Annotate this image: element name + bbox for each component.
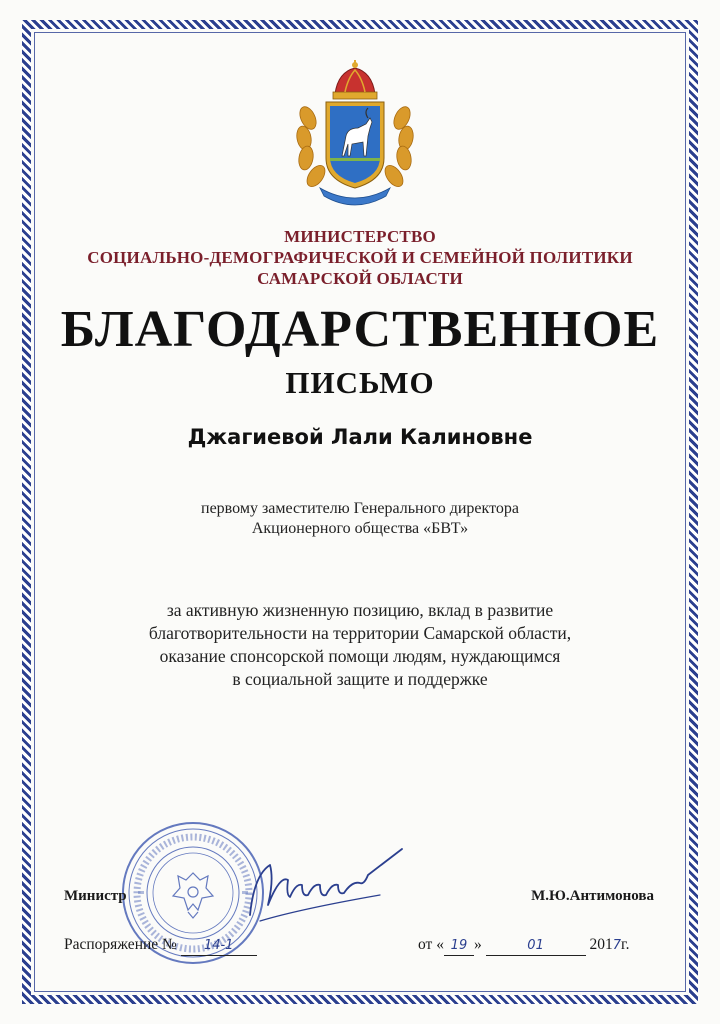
order-date <box>418 936 629 956</box>
signatory-role: Министр <box>64 888 127 904</box>
date-suffix: г. <box>620 936 630 953</box>
recipient-name: Джагиевой Лали Калиновне <box>187 425 533 449</box>
date-mid: » <box>473 936 482 953</box>
date-day: 19 <box>444 938 474 956</box>
document-subtitle: ПИСЬМО <box>285 365 435 400</box>
reason-line-1: за активную жизненную позицию, вклад в развитие <box>166 600 554 620</box>
order-label: Распоряжение № <box>64 936 177 953</box>
date-year-prefix: 201 <box>589 936 613 953</box>
ministry-name-line-1: МИНИСТЕРСТВО <box>284 227 436 246</box>
order-number: 14-1 <box>181 938 257 956</box>
date-prefix: от « <box>418 936 444 953</box>
signatory-name: М.Ю.Антимонова <box>531 888 654 904</box>
reason-line-4: в социальной защите и поддержке <box>232 669 488 689</box>
recipient-position-line-1: первому заместителю Генерального директора <box>201 500 519 517</box>
order-reference <box>64 936 257 956</box>
date-month: 01 <box>486 938 586 956</box>
samara-coat-of-arms-icon <box>290 58 420 208</box>
recipient-position-line-2: Акционерного общества «БВТ» <box>251 520 469 537</box>
ministry-name-line-2: СОЦИАЛЬНО-ДЕМОГРАФИЧЕСКОЙ И СЕМЕЙНОЙ ПОЛИТИКИ <box>87 248 633 267</box>
date-year-digit: 7 <box>612 938 621 953</box>
reason-line-2: благотворительности на территории Самарской области, <box>148 623 572 643</box>
handwritten-signature-icon <box>240 835 410 930</box>
ministry-name-line-3: САМАРСКОЙ ОБЛАСТИ <box>257 269 463 288</box>
document-title: БЛАГОДАРСТВЕННОЕ <box>60 301 660 358</box>
reason-line-3: оказание спонсорской помощи людям, нуждающимся <box>159 646 561 666</box>
